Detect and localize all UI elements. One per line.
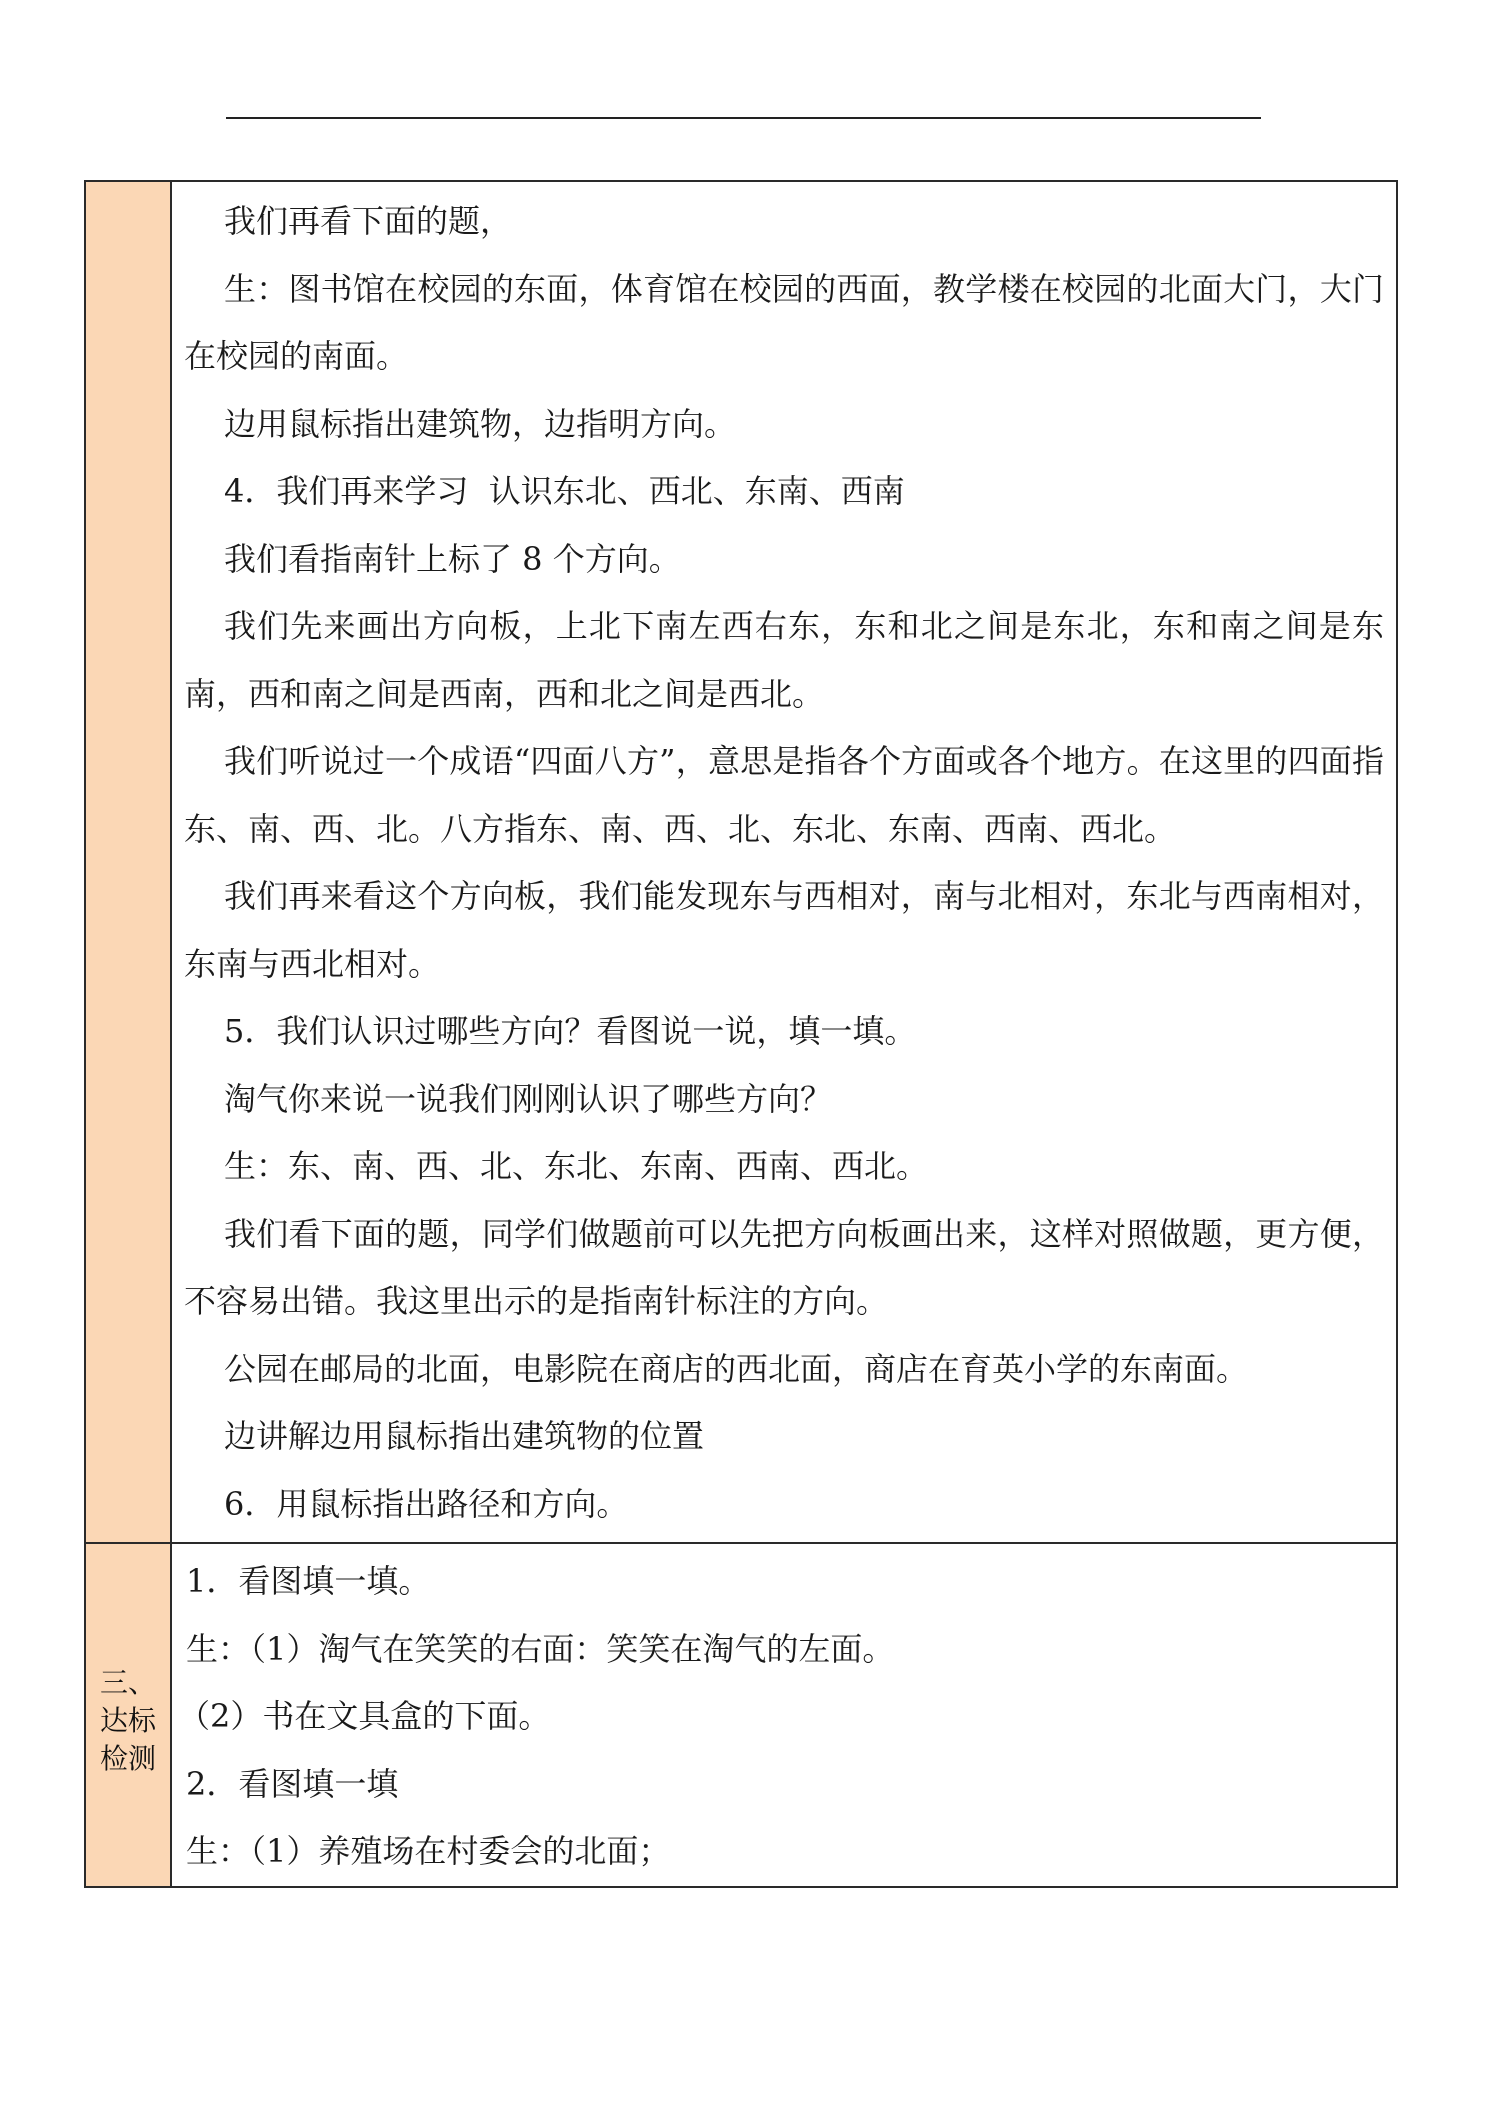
paragraph: 我们听说过一个成语“四面八方”，意思是指各个方面或各个地方。在这里的四面指东、南、西、北。八方指东、南、西、北、东北、东南、西南、西北。	[184, 742, 1384, 848]
exercise-line: （2）书在文具盒的下面。	[178, 1697, 551, 1735]
section-label-number: 三、	[99, 1666, 156, 1699]
paragraph: 我们先来画出方向板，上北下南左西右东，东和北之间是东北，东和南之间是东南，西和南之间是西南，西和北之间是西北。	[184, 607, 1384, 713]
paragraph: 淘气你来说一说我们刚刚认识了哪些方向？	[224, 1079, 833, 1118]
header-rule	[226, 117, 1261, 119]
section-content-cell	[171, 1543, 1397, 1887]
paragraph: 5．我们认识过哪些方向？看图说一说，填一填。	[224, 1012, 917, 1050]
paragraph: 生：东、南、西、北、东北、东南、西南、西北。	[224, 1147, 929, 1185]
exercise-line: 2．看图填一填	[186, 1764, 399, 1803]
exercise-line: 生：（1）淘气在笑笑的右面：笑笑在淘气的左面。	[186, 1629, 895, 1668]
paragraph: 4．我们再来学习 认识东北、西北、东南、西南	[224, 472, 905, 510]
paragraph: 6．用鼠标指出路径和方向。	[224, 1484, 629, 1523]
section-label-text: 检测	[99, 1742, 156, 1775]
paragraph: 边用鼠标指出建筑物，边指明方向。	[224, 404, 737, 443]
paragraph: 生：图书馆在校园的东面，体育馆在校园的西面，教学楼在校园的北面大门，大门在校园的南面。	[184, 269, 1384, 375]
paragraph: 公园在邮局的北面，电影院在商店的西北面，商店在育英小学的东南面。	[224, 1349, 1249, 1388]
section-label-cell	[85, 181, 171, 1543]
section-label-text: 达标	[99, 1704, 156, 1737]
table-row	[85, 181, 1397, 1543]
paragraph: 我们再看下面的题，	[224, 202, 513, 240]
exercise-line: 1．看图填一填。	[186, 1562, 431, 1600]
paragraph: 我们再来看这个方向板，我们能发现东与西相对，南与北相对，东北与西南相对，东南与西北相对。	[184, 877, 1384, 983]
section-label	[86, 1544, 170, 1778]
section-label-cell	[85, 1543, 171, 1887]
paragraph: 我们看指南针上标了 8 个方向。	[224, 539, 681, 578]
table-row	[85, 1543, 1397, 1887]
lesson-plan-table	[84, 180, 1398, 1888]
paragraph: 边讲解边用鼠标指出建筑物的位置	[224, 1417, 705, 1455]
exercise-line: 生：（1）养殖场在村委会的北面；	[186, 1832, 671, 1870]
paragraph: 我们看下面的题，同学们做题前可以先把方向板画出来，这样对照做题，更方便，不容易出错。我这里出示的是指南针标注的方向。	[184, 1214, 1384, 1320]
section-content-cell	[171, 181, 1397, 1543]
